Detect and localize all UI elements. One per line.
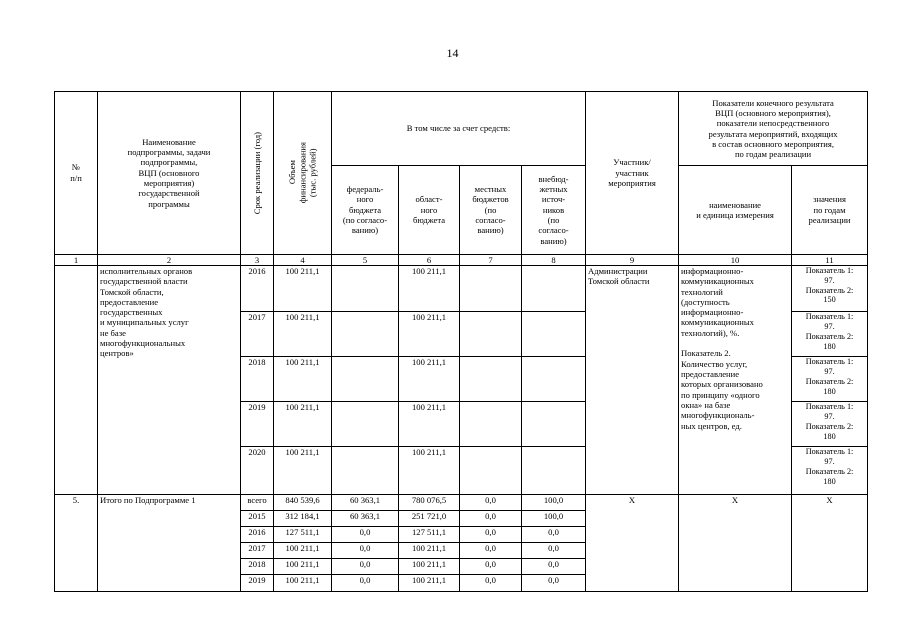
volume-cell: 127 511,1 [274, 526, 332, 542]
block2-num: 5. [55, 494, 98, 591]
volume-cell: 312 184,1 [274, 510, 332, 526]
table-row [55, 494, 868, 510]
regional-cell: 100 211,1 [399, 558, 460, 574]
index-cell: 8 [522, 254, 586, 265]
offbudget-cell: 0,0 [522, 558, 586, 574]
header-num: № п/п [55, 92, 98, 255]
volume-cell: 100 211,1 [274, 447, 332, 494]
federal-cell: 60 363,1 [332, 510, 399, 526]
regional-cell: 100 211,1 [399, 402, 460, 447]
local-cell: 0,0 [460, 526, 522, 542]
index-cell: 5 [332, 254, 399, 265]
index-row [55, 254, 868, 265]
offbudget-cell: 0,0 [522, 574, 586, 591]
subprogram-table [54, 91, 868, 592]
year-cell: 2019 [241, 574, 274, 591]
regional-cell: 100 211,1 [399, 574, 460, 591]
offbudget-cell [522, 357, 586, 402]
header-federal: федераль- ного бюджета (по согласо- ванию) [332, 166, 399, 254]
block1-indicator-text: информационно- коммуникационных технологий (доступность информационно- коммуникационных технологий), %. Показатель 2. Количество услуг, предоставление которых организовано по принципу «одного окна» на базе многофункциональ- ных центров, ед. [679, 265, 792, 494]
header-term-text: Срок реализации (год) [251, 131, 262, 214]
index-cell: 4 [274, 254, 332, 265]
indicator-values-cell: Показатель 1: 97. Показатель 2: 180 [792, 447, 868, 494]
header-regional: област- ного бюджета [399, 166, 460, 254]
year-cell: всего [241, 494, 274, 510]
header-participant: Участник/ участник мероприятия [586, 92, 679, 255]
federal-cell: 0,0 [332, 574, 399, 591]
offbudget-cell [522, 402, 586, 447]
regional-cell: 100 211,1 [399, 265, 460, 311]
indicator-values-cell: Показатель 1: 97. Показатель 2: 180 [792, 357, 868, 402]
header-indicators: Показатели конечного результата ВЦП (основного мероприятия), показатели непосредственного результата мероприятий, входящих в состав основного мероприятия, по годам реализации [679, 92, 868, 166]
page-number: 14 [446, 46, 459, 60]
federal-cell: 0,0 [332, 558, 399, 574]
index-cell: 11 [792, 254, 868, 265]
offbudget-cell: 0,0 [522, 542, 586, 558]
volume-cell: 100 211,1 [274, 312, 332, 357]
header-sources: В том числе за счет средств: [332, 92, 586, 166]
local-cell [460, 312, 522, 357]
block2-indicator-name: Х [679, 494, 792, 591]
regional-cell: 127 511,1 [399, 526, 460, 542]
indicator-values-cell: Показатель 1: 97. Показатель 2: 180 [792, 402, 868, 447]
block2-indicator-values: Х [792, 494, 868, 591]
year-cell: 2020 [241, 447, 274, 494]
year-cell: 2017 [241, 312, 274, 357]
index-cell: 6 [399, 254, 460, 265]
volume-cell: 100 211,1 [274, 357, 332, 402]
header-volume-text: Объем финансирования (тыс. рублей) [287, 142, 318, 204]
indicator-values-cell: Показатель 1: 97. Показатель 2: 180 [792, 312, 868, 357]
regional-cell: 100 211,1 [399, 312, 460, 357]
index-cell: 10 [679, 254, 792, 265]
block1-participant: Администрации Томской области [586, 265, 679, 494]
volume-cell: 100 211,1 [274, 542, 332, 558]
header-local: местных бюджетов (по согласо- ванию) [460, 166, 522, 254]
header-term [241, 92, 274, 255]
header-volume [274, 92, 332, 255]
local-cell: 0,0 [460, 494, 522, 510]
volume-cell: 100 211,1 [274, 402, 332, 447]
local-cell [460, 357, 522, 402]
federal-cell: 0,0 [332, 542, 399, 558]
local-cell: 0,0 [460, 574, 522, 591]
federal-cell [332, 312, 399, 357]
local-cell [460, 447, 522, 494]
federal-cell [332, 265, 399, 311]
index-cell: 9 [586, 254, 679, 265]
year-cell: 2015 [241, 510, 274, 526]
offbudget-cell [522, 447, 586, 494]
header-name: Наименование подпрограммы, задачи подпрограммы, ВЦП (основного мероприятия) государственной программы [98, 92, 241, 255]
block2-participant: Х [586, 494, 679, 591]
local-cell [460, 402, 522, 447]
year-cell: 2018 [241, 357, 274, 402]
federal-cell [332, 447, 399, 494]
year-cell: 2017 [241, 542, 274, 558]
header-indicator-name: наименование и единица измерения [679, 166, 792, 254]
year-cell: 2016 [241, 526, 274, 542]
federal-cell [332, 402, 399, 447]
local-cell: 0,0 [460, 510, 522, 526]
index-cell: 3 [241, 254, 274, 265]
block1-num [55, 265, 98, 494]
volume-cell: 100 211,1 [274, 558, 332, 574]
volume-cell: 100 211,1 [274, 265, 332, 311]
volume-cell: 100 211,1 [274, 574, 332, 591]
index-cell: 1 [55, 254, 98, 265]
federal-cell: 0,0 [332, 526, 399, 542]
local-cell: 0,0 [460, 542, 522, 558]
offbudget-cell: 0,0 [522, 526, 586, 542]
header-offbudget: внебюд- жетных источ- ников (по согласо- ванию) [522, 166, 586, 254]
offbudget-cell [522, 312, 586, 357]
index-cell: 7 [460, 254, 522, 265]
header-indicator-values: значения по годам реализации [792, 166, 868, 254]
header-row-1 [55, 92, 868, 166]
local-cell: 0,0 [460, 558, 522, 574]
regional-cell: 100 211,1 [399, 542, 460, 558]
offbudget-cell [522, 265, 586, 311]
volume-cell: 840 539,6 [274, 494, 332, 510]
federal-cell [332, 357, 399, 402]
regional-cell: 780 076,5 [399, 494, 460, 510]
table-row [55, 265, 868, 311]
regional-cell: 251 721,0 [399, 510, 460, 526]
offbudget-cell: 100,0 [522, 494, 586, 510]
block1-name: исполнительных органов государственной власти Томской области, предоставление государственных и муниципальных услуг не базе многофункциональных центров» [98, 265, 241, 494]
regional-cell: 100 211,1 [399, 357, 460, 402]
offbudget-cell: 100,0 [522, 510, 586, 526]
regional-cell: 100 211,1 [399, 447, 460, 494]
year-cell: 2018 [241, 558, 274, 574]
indicator-values-cell: Показатель 1: 97. Показатель 2: 150 [792, 265, 868, 311]
federal-cell: 60 363,1 [332, 494, 399, 510]
year-cell: 2016 [241, 265, 274, 311]
local-cell [460, 265, 522, 311]
year-cell: 2019 [241, 402, 274, 447]
index-cell: 2 [98, 254, 241, 265]
block2-name: Итого по Подпрограмме 1 [98, 494, 241, 591]
